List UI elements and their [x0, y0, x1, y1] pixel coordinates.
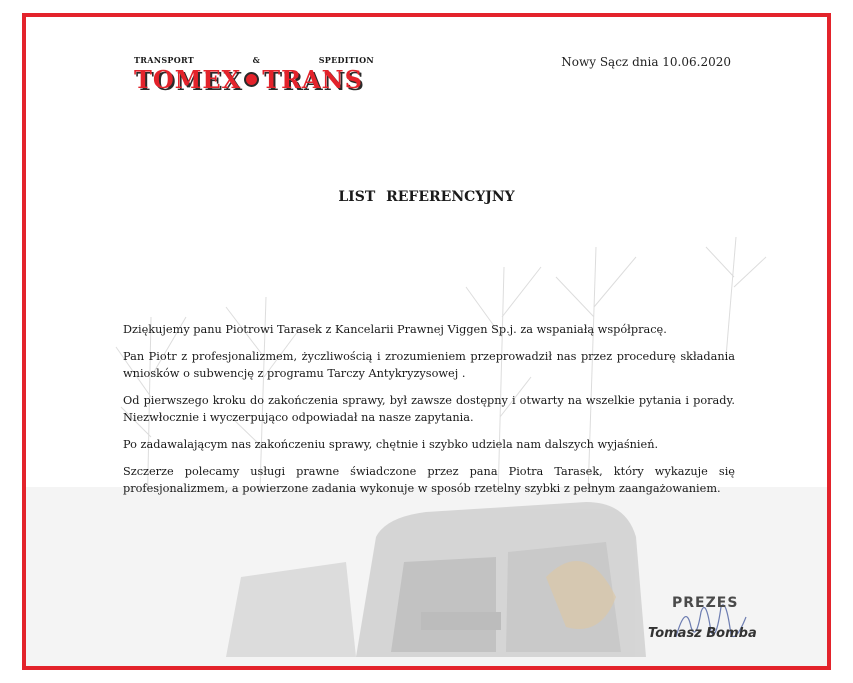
date-line: Nowy Sącz dnia 10.06.2020	[561, 55, 731, 69]
signature-name: Tomasz Bomba	[648, 626, 757, 641]
logo-tagline	[134, 55, 374, 65]
letter-frame	[22, 13, 831, 670]
paragraph: Po zadawalającym nas zakończeniu sprawy, chętnie i szybko udziela nam dalszych wyjaśnień.	[123, 438, 659, 451]
company-logo	[134, 55, 374, 111]
paragraph: Dziękujemy panu Piotrowi Tarasek z Kancelarii Prawnej Viggen Sp.j. za wspaniałą współpracę.	[123, 323, 667, 336]
logo-tomex-word: TOMEX	[134, 65, 242, 94]
letter-body	[123, 321, 735, 507]
logo-trans-word: TRANS	[262, 65, 363, 94]
logo-spedition-word: SPEDITION	[318, 55, 374, 65]
logo-transport-word: TRANSPORT	[134, 55, 195, 65]
logo-ampersand: &	[252, 55, 261, 65]
logo-wordmark	[134, 65, 363, 94]
document-title: LIST REFERENCYJNY	[338, 189, 515, 205]
wheel-icon	[244, 72, 259, 87]
signature-role: PREZES	[672, 595, 739, 611]
paragraph: Pan Piotr z profesjonalizmem, życzliwością i zrozumieniem przeprowadził nas przez procedurę składania wniosków o subwencję z programu Tarczy Antykryzysowej .	[123, 350, 735, 380]
paragraph: Szczerze polecamy usługi prawne świadczone przez pana Piotra Tarasek, który wykazuje się profesjonalizmem, a powierzone zadania wykonuje w sposób rzetelny szybki z pełnym zaangażowaniem.	[123, 465, 735, 495]
paragraph: Od pierwszego kroku do zakończenia sprawy, był zawsze dostępny i otwarty na wszelkie pytania i porady. Niezwłocznie i wyczerpująco odpowiadał na nasze zapytania.	[123, 394, 735, 424]
